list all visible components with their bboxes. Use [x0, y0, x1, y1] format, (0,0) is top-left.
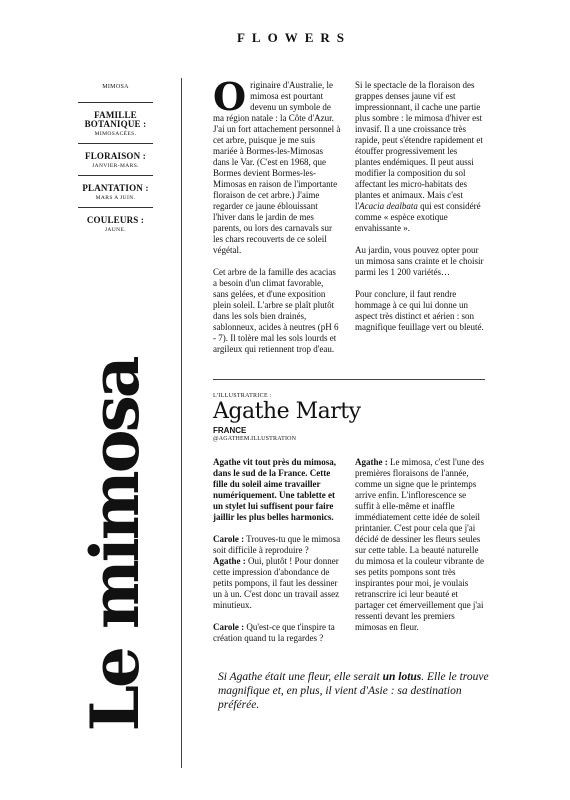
couleurs-label: COULEURS :	[86, 215, 145, 225]
quote-highlight: un lotus	[382, 671, 422, 683]
horizontal-divider	[213, 379, 485, 380]
floraison-value: JANVIER-MARS.	[92, 163, 139, 169]
article-paragraph-5: Pour conclure, il faut rendre hommage à ce qui lui donne un aspect très distinct et aérien : son magnifique feuillage vert ou bleuté.	[355, 289, 484, 332]
fact-sidebar	[78, 84, 153, 239]
article-column-2	[355, 80, 485, 344]
famille-label: FAMILLE BOTANIQUE :	[84, 110, 147, 129]
couleurs-value: JAUNE.	[104, 227, 127, 233]
article-paragraph-1: Originaire d'Australie, le mimosa est pourtant devenu un symbole de ma région natale : la Côte d'Azur. J'ai un fort attachement personnel à cet arbre, puisque je me suis mariée à Bormes-les-Mimosas dans le Var. (C'est en 1968, que Bormes devient Bormes-les-Mimosas en raison de l'importante floraison de cet arbre.) J'aime regarder ce jaune éblouissant l'hiver dans le jardin de mes parents, ou lors des carnavals sur les chars recouverts de ce soleil végétal.	[213, 74, 341, 255]
illustrator-country: FRANCE	[213, 426, 247, 435]
sidebar-couleurs	[78, 208, 153, 239]
drop-cap: O	[213, 74, 247, 119]
interview-column-2	[355, 457, 487, 644]
floraison-label: FLORAISON :	[85, 151, 146, 161]
sidebar-famille	[78, 103, 153, 144]
article-paragraph-2: Cet arbre de la famille des acacias a besoin d'un climat favorable, sans gelées, et d'une exposition plein soleil. L'arbre se plaît plutôt dans les sols bien drainés, sablonneux, acides à neutres (pH 6 - 7). Il tolère mal les sols lourds et argileux qui retiennent trop d'eau.	[213, 267, 339, 354]
page-title: Le mimosa	[76, 358, 154, 732]
illustrator-handle: @AGATHEM.ILLUSTRATION	[213, 436, 297, 442]
article-paragraph-4: Au jardin, vous pouvez opter pour un mimosa sans crainte et le choisir parmi les 1 200 variétés…	[355, 245, 484, 277]
interview-answer-2: Agathe : Le mimosa, c'est l'une des premières floraisons de l'année, comme un signe que le printemps arrive enfin. L'inflorescence se suffit à elle-même et inaffle immédiatement cette idée de soleil printanier. C'est pour cela que j'ai décidé de dessiner les fleurs seules sur cette table. La beauté naturelle du mimosa et la couleur vibrante de ses petits pompons sont très inspirantes pour moi, je voulais retranscrire ici leur beauté et partager cet émerveillement que j'ai ressenti devant les premiers mimosas en fleur.	[355, 457, 484, 632]
page-title-vertical	[76, 358, 154, 732]
species-name: Acacia dealbata	[359, 201, 418, 211]
interview-question-1: Carole : Trouves-tu que le mimosa soit difficile à reproduire ? Agathe : Oui, plutôt ! Pour donner cette impression d'abondance de petits pompons, il faut les dessiner un à un. C'est donc un travail assez minutieux.	[213, 534, 341, 610]
closing-quote: Si Agathe était une fleur, elle serait un lotus. Elle le trouve magnifique et, en plus, il vient d'Asie : sa destination préférée.	[218, 671, 489, 711]
section-header: FLOWERS	[236, 30, 351, 45]
illustrator-label: L'ILLUSTRATRICE :	[213, 393, 272, 399]
interview-intro: Agathe vit tout près du mimosa, dans le sud de la France. Cette fille du soleil aime travailler numériquement. Une tablette et un stylet lui suffisent pour faire jaillir les plus belles harmonics.	[213, 457, 336, 522]
sidebar-plantation	[78, 176, 153, 208]
interview-question-2: Carole : Qu'est-ce que t'inspire ta création quand tu la regardes ?	[213, 622, 335, 643]
famille-value: MIMOSACÉES.	[94, 131, 137, 137]
plantation-value: MARS A JUIN.	[95, 195, 136, 201]
plantation-label: PLANTATION :	[82, 183, 149, 193]
interview-column-1	[213, 457, 341, 655]
sidebar-floraison	[78, 144, 153, 176]
vertical-divider	[181, 78, 182, 768]
illustrator-name: Agathe Marty	[213, 399, 361, 424]
article-paragraph-3: Si le spectacle de la floraison des grappes denses jaune vif est impressionnant, il cache une partie plus sombre : le mimosa d'hiver est invasif. Il a une croissance très rapide, peut s'étendre rapidement et étouffer progressivement les plantes endémiques. Il peut aussi modifier la composition du sol affectant les micro-habitats des plantes et animaux. Mais c'est l'Acacia dealbata qui est considéré comme « espèce exotique envahissante ».	[355, 80, 483, 233]
sidebar-flower-name: MIMOSA	[78, 84, 153, 103]
article-column-1	[213, 74, 341, 366]
